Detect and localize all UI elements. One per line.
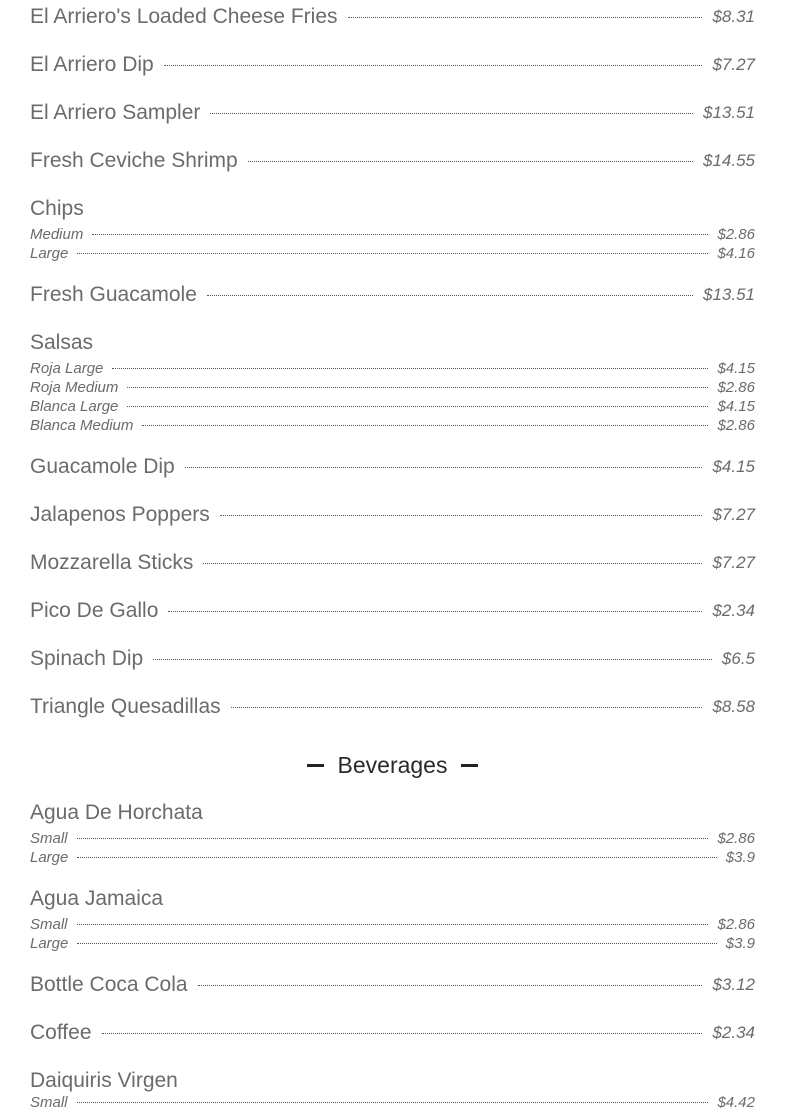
item-price: $7.27	[712, 505, 755, 524]
menu-option[interactable]	[30, 829, 755, 848]
menu-item[interactable]	[30, 502, 755, 528]
item-name: Guacamole Dip	[30, 455, 175, 478]
menu-option[interactable]	[30, 915, 755, 934]
option-name: Large	[30, 935, 69, 952]
dot-leader	[153, 659, 712, 660]
item-name: Mozzarella Sticks	[30, 551, 194, 574]
item-name: Jalapenos Poppers	[30, 503, 210, 526]
option-name: Small	[30, 1094, 68, 1111]
item-name: El Arriero's Loaded Cheese Fries	[30, 5, 338, 28]
dot-leader	[127, 387, 708, 388]
option-name: Roja Medium	[30, 379, 119, 396]
menu-option[interactable]	[30, 848, 755, 867]
menu-item[interactable]	[30, 694, 755, 720]
dot-leader	[77, 943, 716, 944]
dash-icon	[461, 764, 478, 767]
item-price: $7.27	[712, 553, 755, 572]
dot-leader	[92, 234, 708, 235]
menu-item[interactable]	[30, 148, 755, 174]
item-name: Fresh Guacamole	[30, 283, 197, 306]
item-price: $13.51	[703, 103, 755, 122]
item-name: Fresh Ceviche Shrimp	[30, 149, 238, 172]
menu-item[interactable]	[30, 550, 755, 576]
option-name: Roja Large	[30, 360, 104, 377]
dot-leader	[127, 406, 708, 407]
item-price: $4.15	[712, 457, 755, 476]
dot-leader	[77, 857, 716, 858]
item-price: $2.34	[712, 1023, 755, 1042]
menu-group-title[interactable]: Agua Jamaica	[30, 887, 164, 910]
menu-item[interactable]	[30, 282, 755, 308]
option-name: Small	[30, 916, 68, 933]
menu-item[interactable]	[30, 598, 755, 624]
item-price: $2.34	[712, 601, 755, 620]
dash-icon	[307, 764, 324, 767]
menu-option[interactable]	[30, 359, 755, 378]
item-name: El Arriero Dip	[30, 53, 154, 76]
option-price: $3.9	[725, 935, 755, 952]
option-price: $2.86	[717, 379, 755, 396]
option-price: $4.16	[717, 245, 755, 262]
item-name: Spinach Dip	[30, 647, 144, 670]
option-name: Medium	[30, 226, 84, 243]
option-name: Small	[30, 830, 68, 847]
dot-leader	[77, 924, 709, 925]
option-name: Large	[30, 849, 69, 866]
item-name: Bottle Coca Cola	[30, 973, 188, 996]
dot-leader	[185, 467, 703, 468]
menu-item[interactable]	[30, 1020, 755, 1046]
option-name: Blanca Large	[30, 398, 119, 415]
option-price: $4.15	[717, 360, 755, 377]
dot-leader	[220, 515, 703, 516]
item-name: Coffee	[30, 1021, 92, 1044]
dot-leader	[248, 161, 693, 162]
dot-leader	[168, 611, 702, 612]
option-price: $3.9	[725, 849, 755, 866]
dot-leader	[198, 985, 703, 986]
dot-leader	[164, 65, 703, 66]
menu-option[interactable]	[30, 934, 755, 953]
menu-group-title[interactable]: Chips	[30, 197, 84, 220]
item-price: $6.5	[721, 649, 755, 668]
option-price: $4.15	[717, 398, 755, 415]
item-price: $8.58	[712, 697, 755, 716]
menu-item[interactable]	[30, 4, 755, 30]
menu-option[interactable]	[30, 378, 755, 397]
dot-leader	[77, 838, 709, 839]
item-price: $3.12	[712, 975, 755, 994]
menu-item[interactable]	[30, 100, 755, 126]
section-title: Beverages	[337, 751, 448, 778]
item-name: Pico De Gallo	[30, 599, 159, 622]
section-header-beverages	[30, 750, 755, 780]
item-price: $13.51	[703, 285, 755, 304]
dot-leader	[348, 17, 703, 18]
menu-option[interactable]	[30, 225, 755, 244]
menu-group-title[interactable]: Agua De Horchata	[30, 801, 203, 824]
dot-leader	[207, 295, 693, 296]
dot-leader	[77, 1102, 709, 1103]
menu-item[interactable]	[30, 972, 755, 998]
item-name: El Arriero Sampler	[30, 101, 201, 124]
menu-item[interactable]	[30, 646, 755, 672]
menu-option[interactable]	[30, 244, 755, 263]
item-price: $7.27	[712, 55, 755, 74]
option-price: $2.86	[717, 417, 755, 434]
menu-group-title[interactable]: Daiquiris Virgen	[30, 1069, 178, 1092]
dot-leader	[77, 253, 708, 254]
menu-group-title[interactable]: Salsas	[30, 331, 94, 354]
dot-leader	[102, 1033, 703, 1034]
dot-leader	[203, 563, 702, 564]
item-price: $8.31	[712, 7, 755, 26]
item-name: Triangle Quesadillas	[30, 695, 221, 718]
option-name: Large	[30, 245, 69, 262]
menu-option[interactable]	[30, 397, 755, 416]
menu-item[interactable]	[30, 454, 755, 480]
option-price: $4.42	[717, 1094, 755, 1111]
dot-leader	[231, 707, 703, 708]
option-price: $2.86	[717, 916, 755, 933]
dot-leader	[210, 113, 693, 114]
dot-leader	[112, 368, 708, 369]
option-name: Blanca Medium	[30, 417, 134, 434]
menu-option[interactable]	[30, 416, 755, 435]
item-price: $14.55	[703, 151, 755, 170]
dot-leader	[142, 425, 708, 426]
menu-option[interactable]	[30, 1093, 755, 1112]
option-price: $2.86	[717, 830, 755, 847]
menu-item[interactable]	[30, 52, 755, 78]
option-price: $2.86	[717, 226, 755, 243]
